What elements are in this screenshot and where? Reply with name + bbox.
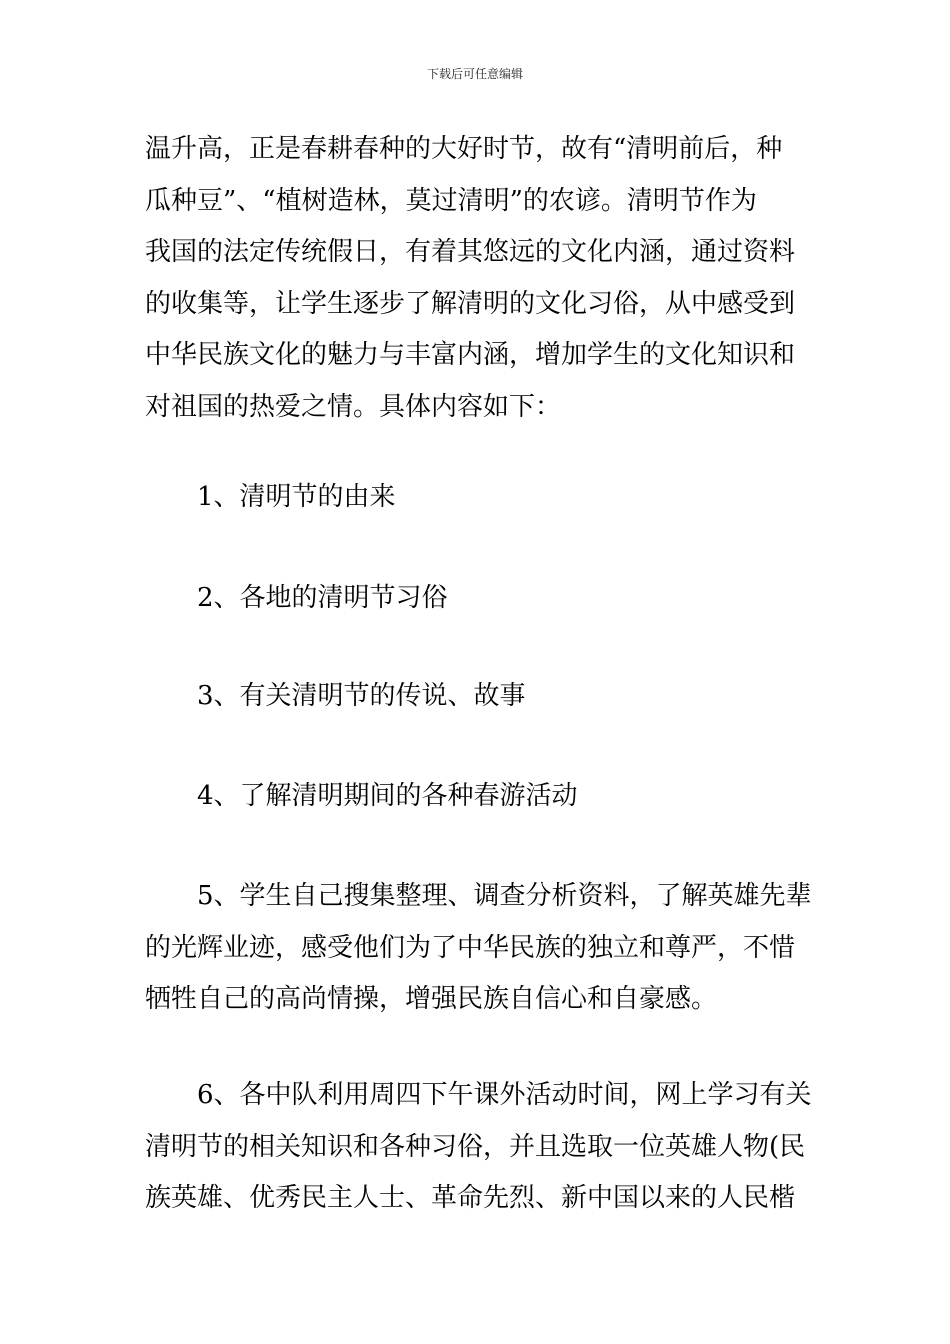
paragraph-line: 对祖国的热爱之情。具体内容如下：	[145, 391, 562, 422]
list-item-text: 2、各地的清明节习俗	[197, 583, 448, 613]
list-item-6	[145, 1070, 810, 1225]
list-item-text: 3、有关清明节的传说、故事	[197, 681, 526, 711]
list-item-text: 4、了解清明期间的各种春游活动	[197, 781, 578, 811]
intro-paragraph	[145, 124, 810, 433]
list-item-text: 1、清明节的由来	[197, 482, 396, 512]
paragraph-line: 的收集等，让学生逐步了解清明的文化习俗，从中感受到	[145, 288, 796, 319]
paragraph-line: 瓜种豆”、“植树造林，莫过清明”的农谚。清明节作为	[145, 185, 757, 216]
list-item-text: 族英雄、优秀民主人士、革命先烈、新中国以来的人民楷	[145, 1183, 796, 1213]
list-item-text: 的光辉业迹，感受他们为了中华民族的独立和尊严，不惜	[145, 932, 796, 963]
list-item-text: 5、学生自己搜集整理、调查分析资料，了解英雄先辈	[197, 881, 812, 911]
list-item-4	[145, 771, 810, 823]
list-item-5	[145, 871, 810, 1026]
list-item-text: 6、各中队利用周四下午课外活动时间，网上学习有关	[197, 1080, 812, 1110]
list-item-text: 清明节的相关知识和各种习俗，并且选取一位英雄人物(民	[145, 1131, 806, 1162]
paragraph-line: 温升高，正是春耕春种的大好时节，故有“清明前后，种	[145, 134, 783, 164]
list-item-2	[145, 573, 810, 625]
paragraph-line: 中华民族文化的魅力与丰富内涵，增加学生的文化知识和	[145, 340, 796, 370]
list-item-3	[145, 671, 810, 723]
page-header: 下载后可任意编辑	[426, 67, 523, 81]
list-item-text: 牺牲自己的高尚情操，增强民族自信心和自豪感。	[145, 984, 718, 1014]
paragraph-line: 我国的法定传统假日，有着其悠远的文化内涵，通过资料	[145, 237, 796, 267]
list-item-1	[145, 472, 810, 524]
